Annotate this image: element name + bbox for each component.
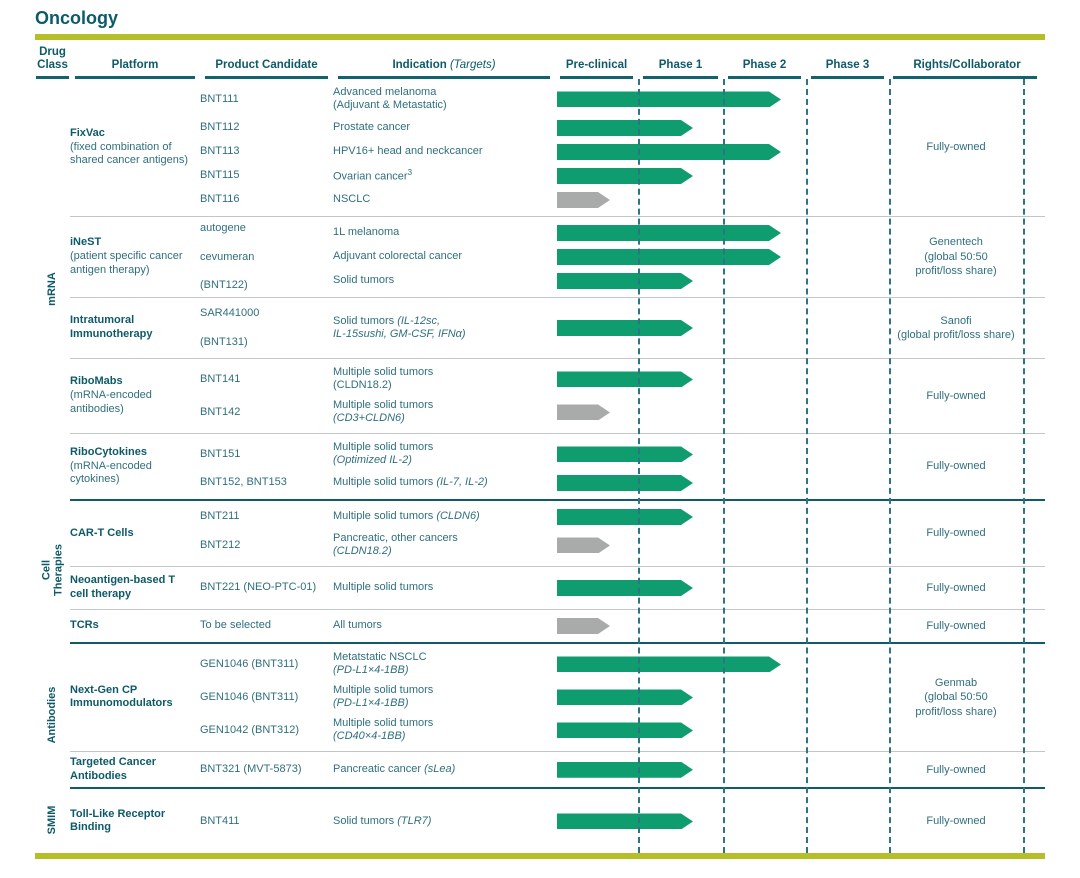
phase-progress-cell: [555, 471, 889, 495]
indication-label: [333, 396, 555, 429]
progress-arrow-preclinical: [557, 618, 610, 634]
section-groups: [70, 642, 1045, 788]
rights-collaborator-label: Sanofi (global profit/loss share): [897, 314, 1015, 341]
product-candidate-label: GEN1042 (BNT312): [200, 723, 300, 736]
drug-class-label-cell: Cell Therapies: [39, 544, 64, 597]
indication-text: Multiple solid tumors: [333, 366, 434, 379]
product-candidate-label: BNT321 (MVT-5873): [200, 763, 302, 776]
progress-arrow-phase1: [557, 446, 693, 462]
indication-label: [333, 221, 555, 245]
indication-label: [333, 758, 555, 782]
progress-arrow-phase1: [557, 475, 693, 491]
indication-label: [333, 809, 555, 833]
platform-label: [70, 363, 200, 429]
indication-text: Solid tumors: [333, 314, 398, 327]
phase-progress-column: [555, 614, 889, 638]
section-groups: [70, 499, 1045, 642]
platform-label: [70, 438, 200, 495]
indication-column: [333, 83, 555, 212]
progress-arrow-phase2: [557, 656, 781, 672]
platform-desc: (fixed combination of shared cancer antigens): [70, 140, 189, 167]
column-header-indication: Indication (Targets): [333, 59, 555, 79]
page-title: Oncology: [35, 8, 119, 28]
platform-name: CAR-T Cells: [70, 526, 134, 539]
progress-arrow-preclinical: [557, 537, 610, 553]
product-candidate-label: BNT411: [200, 814, 240, 827]
indication-text: Metatstatic NSCLC: [333, 651, 427, 664]
rights-collaborator-label: Fully-owned: [926, 389, 986, 402]
indication-text: (Optimized IL-2): [333, 454, 412, 467]
rights-collaborator-label: Genmab (global 50:50 profit/loss share): [915, 676, 997, 718]
progress-arrow-phase1: [557, 168, 693, 184]
product-column: [200, 571, 333, 605]
indication-label: [333, 83, 555, 116]
indication-text: Pancreatic, other cancers: [333, 532, 458, 545]
platform-group-row: [70, 501, 1045, 566]
indication-text: IL-15sushi, GM-CSF, IFNα): [333, 327, 466, 340]
progress-arrow-phase2: [557, 91, 781, 107]
product-column: [200, 756, 333, 784]
progress-arrow-phase2: [557, 225, 781, 241]
column-header-drug-class: Drug Class: [35, 46, 70, 79]
progress-arrow-preclinical: [557, 192, 610, 208]
product-candidate-label: BNT113: [200, 145, 240, 158]
indication-text: (CLDN18.2): [333, 545, 392, 558]
product-candidate-label: BNT152, BNT153: [200, 476, 287, 489]
phase-progress-column: [555, 363, 889, 429]
indication-column: [333, 614, 555, 638]
phase-progress-cell: [555, 245, 889, 269]
indication-text: Multiple solid tumors: [333, 510, 437, 523]
platform-group-row: [70, 566, 1045, 609]
product-candidate-label: BNT141: [200, 372, 241, 385]
indication-text: Prostate cancer: [333, 121, 411, 134]
product-candidate-label: BNT111: [200, 92, 239, 105]
indication-text: Solid tumors: [333, 274, 395, 287]
phase-progress-cell: [555, 809, 889, 833]
indication-column: [333, 756, 555, 784]
indication-text: (CD3+CLDN6): [333, 412, 405, 425]
column-header-product: Product Candidate: [200, 59, 333, 79]
phase-progress-cell: [555, 116, 889, 140]
platform-name: Next-Gen CP Immunomodulators: [70, 683, 173, 710]
indication-column: [333, 793, 555, 849]
phase-progress-cell: [555, 269, 889, 293]
indication-label: [333, 576, 555, 600]
phase-divider-line: [806, 79, 808, 854]
indication-label: [333, 363, 555, 396]
product-column: [200, 505, 333, 562]
phase-progress-column: [555, 793, 889, 849]
progress-arrow-phase1: [557, 320, 693, 336]
platform-group-row: [70, 433, 1045, 499]
indication-text: 1L melanoma: [333, 226, 400, 239]
product-column: [200, 614, 333, 638]
platform-label: [70, 614, 200, 638]
phase-progress-cell: [555, 140, 889, 164]
drug-class-label-smim: SMIM: [45, 806, 58, 835]
section-groups: [70, 787, 1045, 853]
rights-collaborator-label: Fully-owned: [926, 527, 986, 540]
indication-text: Multiple solid tumors: [333, 581, 434, 594]
indication-text: (CLDN18.2): [333, 379, 392, 392]
indication-column: [333, 221, 555, 293]
phase-headers: [555, 59, 889, 79]
indication-text: (CD40×4-1BB): [333, 730, 406, 743]
phase-divider-line: [638, 79, 640, 854]
phase-progress-cell: [555, 363, 889, 396]
indication-label: [333, 140, 555, 164]
indication-label: [333, 529, 555, 562]
column-header-row: [35, 40, 1045, 79]
product-column: [200, 793, 333, 849]
indication-label: [333, 648, 555, 681]
platform-group-row: [70, 609, 1045, 642]
progress-arrow-phase1: [557, 120, 693, 136]
phase-progress-column: [555, 648, 889, 747]
product-column: [200, 438, 333, 495]
indication-label: [333, 681, 555, 714]
platform-name: RiboCytokines: [70, 445, 148, 458]
indication-column: [333, 505, 555, 562]
platform-label: [70, 83, 200, 212]
progress-arrow-phase1: [557, 371, 693, 387]
progress-arrow-phase1: [557, 580, 693, 596]
product-candidate-label: BNT211: [200, 510, 240, 523]
indication-column: [333, 438, 555, 495]
column-header-phase: Phase 2: [723, 59, 806, 79]
platform-group-row: [70, 216, 1045, 297]
drug-class-section: [35, 499, 1045, 642]
indication-label: [333, 614, 555, 638]
phase-progress-cell: [555, 648, 889, 681]
phase-divider-line: [1023, 79, 1025, 854]
phase-progress-cell: [555, 505, 889, 529]
indication-label: [333, 714, 555, 747]
phase-progress-cell: [555, 396, 889, 429]
progress-arrow-phase2: [557, 249, 781, 265]
platform-name: Toll-Like Receptor Binding: [70, 807, 166, 834]
phase-progress-cell: [555, 681, 889, 714]
indication-text: (PD-L1×4-1BB): [333, 697, 409, 710]
product-candidate-label: SAR441000 (BNT131): [200, 307, 260, 349]
indication-label: [333, 311, 555, 344]
progress-arrow-preclinical: [557, 404, 610, 420]
drug-class-section: [35, 642, 1045, 788]
indication-column: [333, 571, 555, 605]
phase-progress-cell: [555, 529, 889, 562]
drug-class-label-mrna: mRNA: [45, 272, 58, 306]
indication-text: Ovarian cancer: [333, 170, 408, 183]
platform-group-row: [70, 789, 1045, 853]
indication-text: (PD-L1×4-1BB): [333, 664, 409, 677]
indication-text: Pancreatic cancer: [333, 763, 425, 776]
phase-progress-cell: [555, 164, 889, 188]
product-column: [200, 83, 333, 212]
indication-text: Multiple solid tumors: [333, 476, 437, 489]
indication-text: Multiple solid tumors: [333, 684, 434, 697]
phase-progress-cell: [555, 188, 889, 212]
platform-group-row: [70, 297, 1045, 358]
product-candidate-label: GEN1046 (BNT311): [200, 657, 299, 670]
indication-label: [333, 116, 555, 140]
progress-arrow-phase1: [557, 273, 693, 289]
indication-text: (Adjuvant & Metastatic): [333, 99, 447, 112]
indication-label: [333, 245, 555, 269]
drug-class-label-antibodies: Antibodies: [45, 686, 58, 744]
product-column: [200, 363, 333, 429]
product-candidate-label: BNT151: [200, 447, 241, 460]
indication-column: [333, 363, 555, 429]
phase-divider-line: [723, 79, 725, 854]
indication-label: [333, 269, 555, 293]
product-candidate-label: To be selected: [200, 619, 271, 632]
indication-text: Solid tumors: [333, 814, 398, 827]
phase-progress-column: [555, 83, 889, 212]
platform-name: Targeted Cancer Antibodies: [70, 755, 156, 782]
indication-column: [333, 302, 555, 354]
phase-progress-column: [555, 302, 889, 354]
indication-label: [333, 505, 555, 529]
product-candidate-label: BNT116: [200, 193, 240, 206]
indication-text: (CLDN6): [436, 510, 480, 523]
column-header-rights: Rights/Collaborator: [889, 59, 1045, 79]
indication-label: [333, 164, 555, 188]
platform-label: [70, 648, 200, 747]
platform-label: iNeST (patient specific cancer antigen therapy): [70, 221, 200, 293]
column-header-phase: Phase 1: [638, 59, 723, 79]
phase-progress-column: [555, 221, 889, 293]
progress-arrow-phase1: [557, 722, 693, 738]
rights-collaborator-label: Fully-owned: [926, 460, 986, 473]
phase-progress-cell: [555, 438, 889, 471]
column-header-platform: Platform: [70, 59, 200, 79]
platform-name: TCRs: [70, 619, 99, 632]
product-candidate-label: GEN1046 (BNT311): [200, 690, 299, 703]
drug-class-column: [35, 499, 70, 642]
drug-class-section: [35, 787, 1045, 853]
indication-text: 3: [407, 168, 413, 178]
phase-progress-cell: [555, 758, 889, 782]
phase-progress-cell: [555, 221, 889, 245]
indication-text: All tumors: [333, 619, 382, 632]
indication-text: (IL-12sc,: [397, 314, 440, 327]
progress-arrow-phase2: [557, 144, 781, 160]
product-candidate-label: BNT212: [200, 538, 241, 551]
phase-progress-cell: [555, 311, 889, 344]
rights-collaborator-label: Fully-owned: [926, 141, 986, 154]
platform-name: iNeST: [70, 236, 102, 249]
indication-column: [333, 648, 555, 747]
indication-text: (sLea): [424, 763, 456, 776]
section-groups: [70, 79, 1045, 499]
drug-class-section: [35, 79, 1045, 499]
indication-text: Multiple solid tumors: [333, 441, 434, 454]
phase-progress-cell: [555, 83, 889, 116]
platform-group-row: [70, 79, 1045, 216]
rights-collaborator-label: Fully-owned: [926, 763, 986, 776]
phase-progress-cell: [555, 714, 889, 747]
indication-text: Advanced melanoma: [333, 86, 437, 99]
product-candidate-label: BNT112: [200, 121, 240, 134]
product-column: [200, 648, 333, 747]
indication-text: Multiple solid tumors: [333, 717, 434, 730]
rights-collaborator-label: Fully-owned: [926, 581, 986, 594]
phase-progress-cell: [555, 614, 889, 638]
platform-name: Intratumoral Immunotherapy: [70, 314, 153, 340]
indication-label: [333, 471, 555, 495]
progress-arrow-phase1: [557, 689, 693, 705]
drug-class-column: [35, 79, 70, 499]
platform-desc: (mRNA-encoded antibodies): [70, 389, 152, 415]
phase-progress-column: [555, 756, 889, 784]
rights-collaborator-label: Fully-owned: [926, 815, 986, 828]
rights-collaborator-label: Genentech (global 50:50 profit/loss share): [915, 236, 997, 278]
phase-progress-cell: [555, 576, 889, 600]
phase-progress-column: [555, 571, 889, 605]
platform-name: Neoantigen-based T cell therapy: [70, 574, 176, 600]
column-header-phase: Phase 3: [806, 59, 889, 79]
progress-arrow-phase1: [557, 762, 693, 778]
drug-class-column: [35, 787, 70, 853]
platform-name: RiboMabs: [70, 375, 123, 388]
product-candidate-label: autogene cevumeran (BNT122): [200, 222, 255, 292]
product-candidate-label: BNT115: [200, 169, 240, 182]
progress-arrow-phase1: [557, 813, 693, 829]
column-header-phase: Pre-clinical: [555, 59, 638, 79]
pipeline-body: [35, 79, 1045, 854]
indication-label: [333, 438, 555, 471]
indication-text: HPV16+ head and neckcancer: [333, 145, 483, 158]
drug-class-column: [35, 642, 70, 788]
phase-divider-line: [889, 79, 891, 854]
product-candidate-label: BNT221 (NEO-PTC-01): [200, 581, 317, 594]
platform-label: [70, 793, 200, 849]
indication-text: Multiple solid tumors: [333, 399, 434, 412]
platform-label: [70, 756, 200, 784]
platform-label: [70, 505, 200, 562]
platform-group-row: [70, 644, 1045, 751]
phase-progress-column: [555, 505, 889, 562]
indication-text: (IL-7, IL-2): [436, 476, 488, 489]
product-candidate-label: BNT142: [200, 405, 241, 418]
indication-text: Adjuvant colorectal cancer: [333, 250, 463, 263]
indication-label: [333, 188, 555, 212]
platform-label: [70, 571, 200, 605]
platform-desc: (mRNA-encoded cytokines): [70, 459, 152, 486]
platform-label: [70, 302, 200, 354]
platform-group-row: [70, 751, 1045, 788]
progress-arrow-phase1: [557, 509, 693, 525]
platform-group-row: [70, 358, 1045, 433]
rights-collaborator-label: Fully-owned: [926, 619, 986, 632]
platform-name: FixVac: [70, 126, 105, 139]
bottom-rule: [35, 853, 1045, 859]
indication-text: NSCLC: [333, 193, 371, 206]
indication-text: (TLR7): [397, 814, 432, 827]
phase-progress-column: [555, 438, 889, 495]
